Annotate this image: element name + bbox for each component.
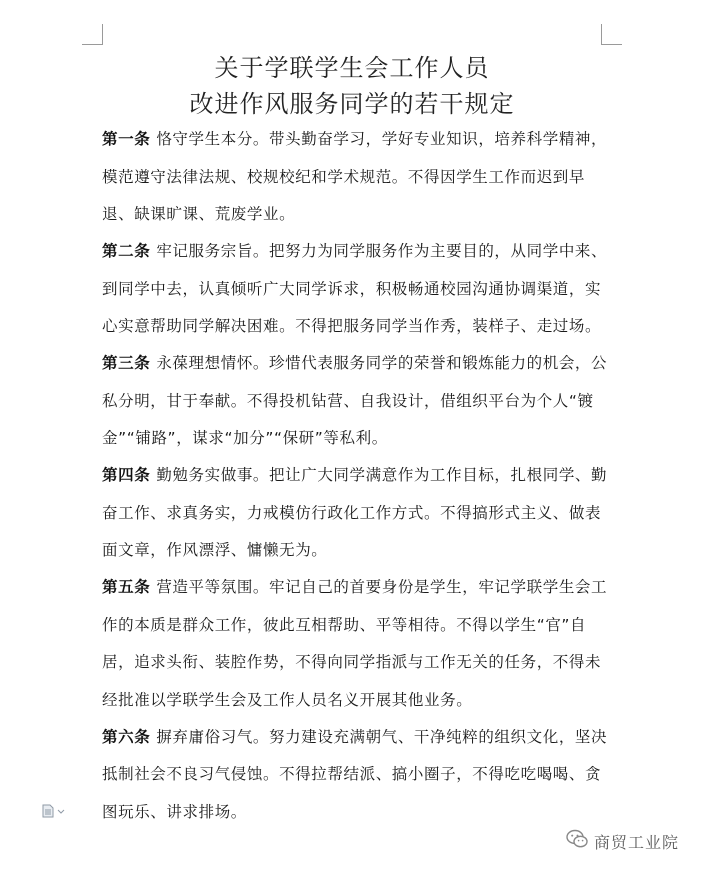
crop-mark-top-left xyxy=(82,24,103,45)
article-label: 第三条 xyxy=(102,354,151,372)
document-icon[interactable] xyxy=(41,803,67,817)
title-line-1: 关于学联学生会工作人员 xyxy=(214,54,490,82)
article-text: 恪守学生本分。带头勤奋学习，学好专业知识，培养科学精神，模范遵守法律法规、校规校纪和学术规范。不得因学生工作而迟到早退、缺课旷课、荒废学业。 xyxy=(102,130,608,223)
wechat-icon xyxy=(566,829,588,853)
article-label: 第六条 xyxy=(102,727,151,746)
article-label: 第二条 xyxy=(102,242,151,260)
article-label: 第一条 xyxy=(102,130,151,148)
watermark-text: 商贸工业院 xyxy=(594,832,680,852)
article-text: 营造平等氛围。牢记自己的首要身份是学生，牢记学联学生会工作的本质是群众工作，彼此互相帮助、平等相待。不得以学生“官”自居，追求头衔、装腔作势，不得向同学指派与工作无关的任务，不得未经批准以学联学生会及工作人员名义开展其他业务。 xyxy=(102,578,608,709)
article-text: 勤勉务实做事。把让广大同学满意作为工作目标，扎根同学、勤奋工作、求真务实，力戒模仿行政化工作方式。不得搞形式主义、做表面文章，作风漂浮、慵懒无为。 xyxy=(102,466,608,559)
article-label: 第四条 xyxy=(102,466,151,484)
watermark xyxy=(566,829,679,853)
title-line-2: 改进作风服务同学的若干规定 xyxy=(189,90,515,118)
article-2 xyxy=(102,233,612,346)
article-1 xyxy=(102,121,612,234)
article-text: 永葆理想情怀。珍惜代表服务同学的荣誉和锻炼能力的机会，公私分明，甘于奉献。不得投机钻营、自我设计，借组织平台为个人“镀金”“铺路”，谋求“加分”“保研”等私利。 xyxy=(102,354,608,447)
article-text: 摒弃庸俗习气。努力建设充满朝气、干净纯粹的组织文化，坚决抵制社会不良习气侵蚀。不得拉帮结派、搞小圈子，不得吃吃喝喝、贪图玩乐、讲求排场。 xyxy=(102,727,608,821)
article-4 xyxy=(102,457,612,570)
article-3 xyxy=(102,345,612,458)
article-text: 牢记服务宗旨。把努力为同学服务作为主要目的，从同学中来、到同学中去，认真倾听广大同学诉求，积极畅通校园沟通协调渠道，实心实意帮助同学解决困难。不得把服务同学当作秀，装样子、走过场。 xyxy=(102,242,608,335)
crop-mark-top-right xyxy=(601,24,622,45)
document-body xyxy=(102,121,612,831)
article-label: 第五条 xyxy=(102,578,151,596)
article-5 xyxy=(102,569,612,719)
article-6 xyxy=(102,719,612,832)
